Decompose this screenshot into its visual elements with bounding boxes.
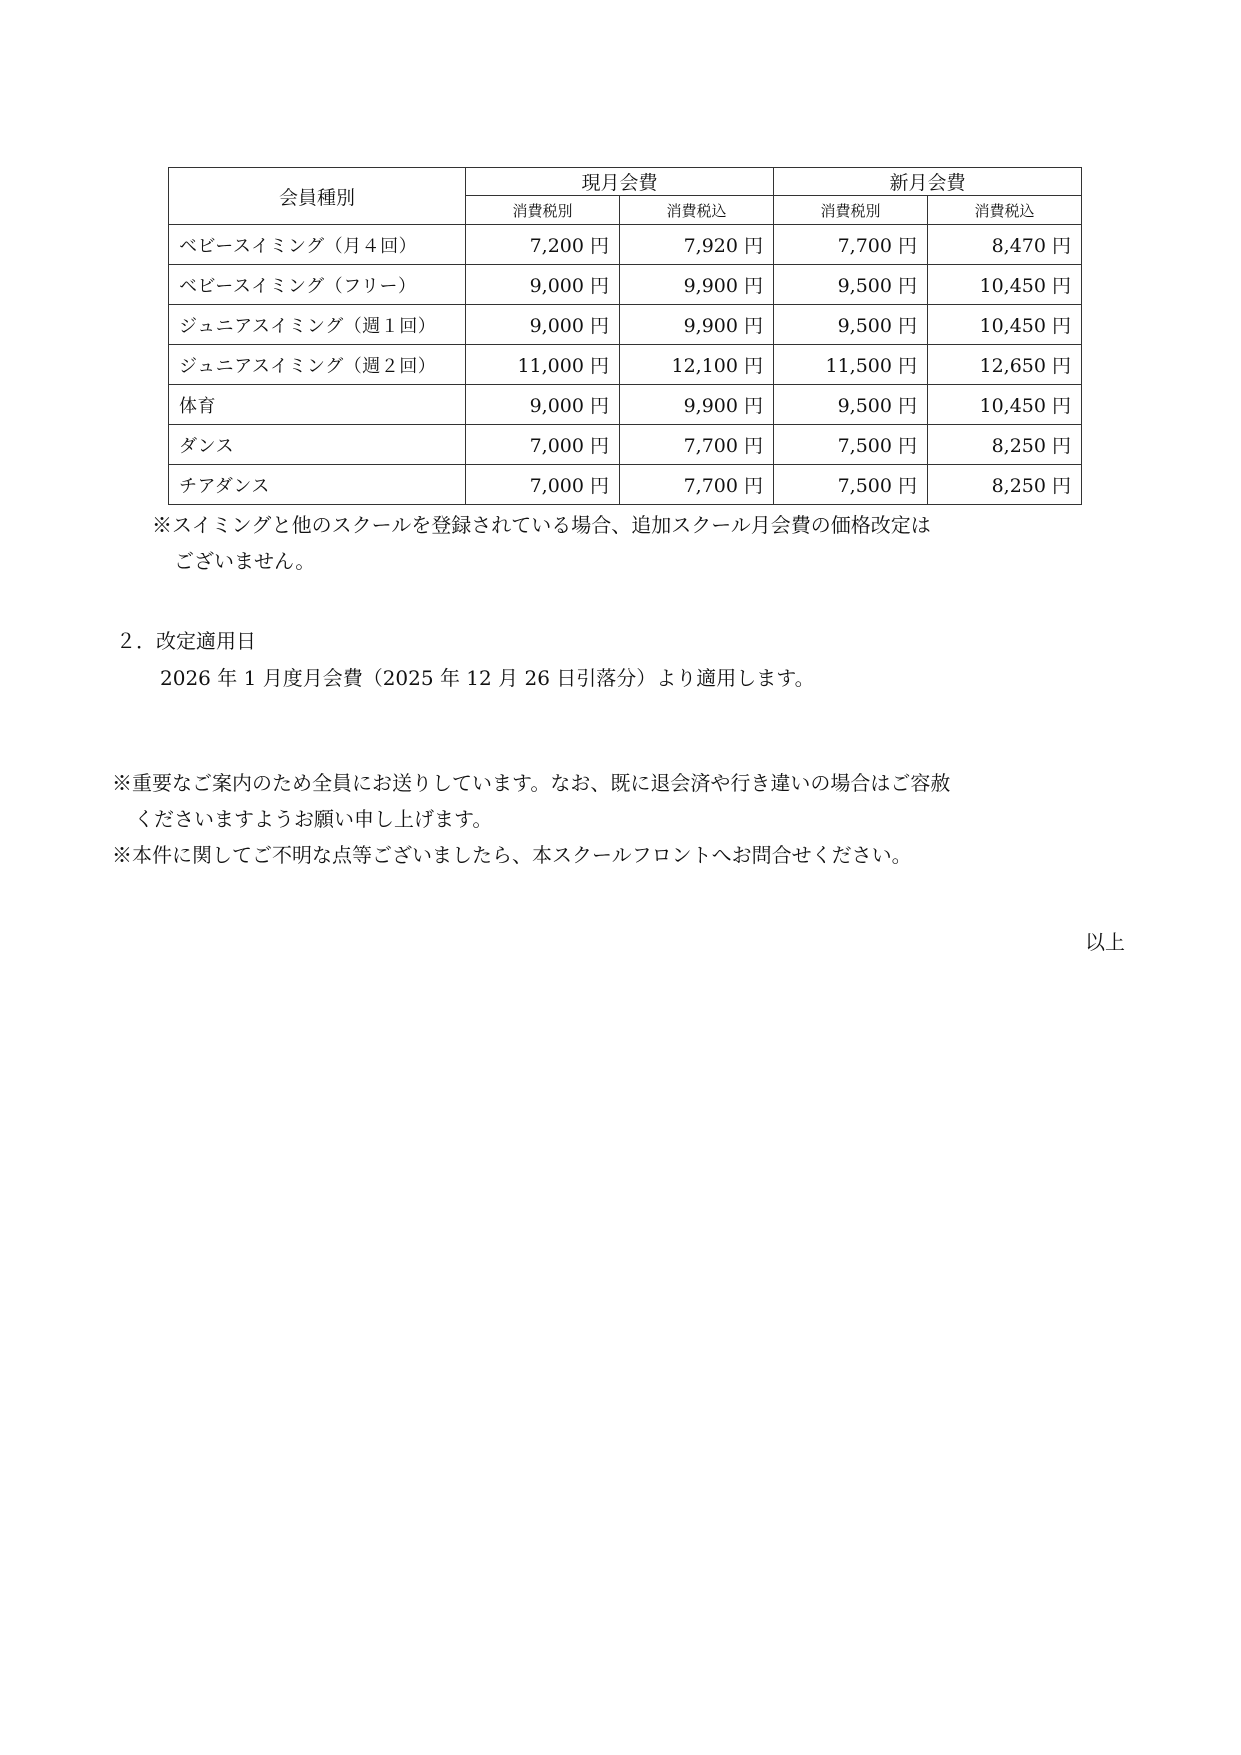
new-tax-excluded-cell: 9,500 円	[774, 385, 928, 425]
table-row	[169, 225, 1082, 265]
current-tax-excluded-cell: 9,000 円	[466, 305, 620, 345]
current-tax-included-header: 消費税込	[620, 196, 774, 225]
member-type-cell: ジュニアスイミング（週１回）	[169, 305, 466, 345]
new-tax-excluded-cell: 7,500 円	[774, 465, 928, 505]
member-type-cell: チアダンス	[169, 465, 466, 505]
new-tax-included-header: 消費税込	[928, 196, 1082, 225]
member-type-cell: ダンス	[169, 425, 466, 465]
table-note	[152, 507, 931, 579]
new-tax-excluded-cell: 11,500 円	[774, 345, 928, 385]
new-tax-included-cell: 8,470 円	[928, 225, 1082, 265]
notice-block	[112, 765, 950, 873]
effective-date-text: 2026 年 1 月度月会費（2025 年 12 月 26 日引落分）より適用します。	[160, 666, 815, 690]
current-tax-included-cell: 9,900 円	[620, 265, 774, 305]
new-tax-excluded-cell: 9,500 円	[774, 305, 928, 345]
new-tax-excluded-cell: 7,500 円	[774, 425, 928, 465]
current-tax-excluded-cell: 7,200 円	[466, 225, 620, 265]
table-row	[169, 345, 1082, 385]
new-tax-included-cell: 12,650 円	[928, 345, 1082, 385]
fee-table	[168, 167, 1082, 505]
current-tax-excluded-header: 消費税別	[466, 196, 620, 225]
notice-2: ※本件に関してご不明な点等ございましたら、本スクールフロントへお問合せください。	[112, 843, 912, 867]
section-heading: ２．改定適用日	[116, 629, 256, 653]
current-tax-excluded-cell: 9,000 円	[466, 385, 620, 425]
new-tax-included-cell: 10,450 円	[928, 385, 1082, 425]
table-row	[169, 425, 1082, 465]
new-tax-included-cell: 10,450 円	[928, 265, 1082, 305]
current-tax-included-cell: 12,100 円	[620, 345, 774, 385]
current-fee-header: 現月会費	[466, 168, 774, 196]
current-tax-included-cell: 9,900 円	[620, 385, 774, 425]
current-tax-included-cell: 9,900 円	[620, 305, 774, 345]
table-note-line-1: ※スイミングと他のスクールを登録されている場合、追加スクール月会費の価格改定は	[152, 513, 931, 537]
new-tax-included-cell: 10,450 円	[928, 305, 1082, 345]
new-tax-excluded-header: 消費税別	[774, 196, 928, 225]
current-tax-excluded-cell: 9,000 円	[466, 265, 620, 305]
member-type-cell: 体育	[169, 385, 466, 425]
current-tax-excluded-cell: 7,000 円	[466, 465, 620, 505]
closing-text: 以上	[1085, 930, 1125, 954]
member-type-header: 会員種別	[169, 168, 466, 225]
notice-1-line-2: くださいますようお願い申し上げます。	[134, 807, 493, 831]
new-tax-included-cell: 8,250 円	[928, 425, 1082, 465]
table-row	[169, 265, 1082, 305]
new-tax-excluded-cell: 9,500 円	[774, 265, 928, 305]
table-row	[169, 305, 1082, 345]
current-tax-excluded-cell: 11,000 円	[466, 345, 620, 385]
member-type-cell: ベビースイミング（月４回）	[169, 225, 466, 265]
table-note-line-2: ございません。	[174, 549, 316, 573]
current-tax-included-cell: 7,700 円	[620, 465, 774, 505]
member-type-cell: ベビースイミング（フリー）	[169, 265, 466, 305]
current-tax-included-cell: 7,700 円	[620, 425, 774, 465]
member-type-cell: ジュニアスイミング（週２回）	[169, 345, 466, 385]
current-tax-excluded-cell: 7,000 円	[466, 425, 620, 465]
new-tax-excluded-cell: 7,700 円	[774, 225, 928, 265]
new-fee-header: 新月会費	[774, 168, 1082, 196]
table-row	[169, 465, 1082, 505]
current-tax-included-cell: 7,920 円	[620, 225, 774, 265]
table-row	[169, 385, 1082, 425]
new-tax-included-cell: 8,250 円	[928, 465, 1082, 505]
notice-1-line-1: ※重要なご案内のため全員にお送りしています。なお、既に退会済や行き違いの場合はご容赦	[112, 771, 951, 795]
